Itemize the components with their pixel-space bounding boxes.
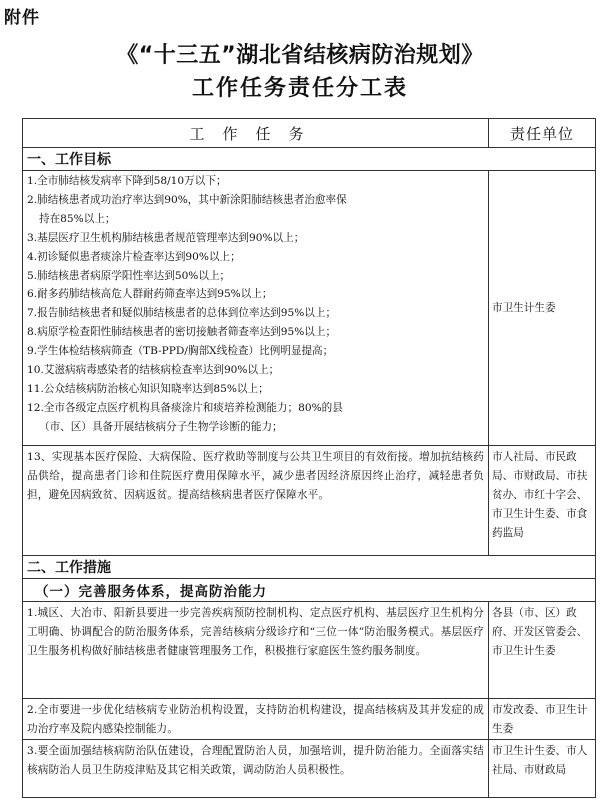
goal-item: 持在85%以上； — [39, 212, 116, 225]
table-row — [23, 699, 596, 740]
goals-list — [23, 171, 489, 446]
document-title: 《“十三五”湖北省结核病防治规划》 — [116, 43, 484, 68]
table-row — [23, 739, 596, 797]
goal-item: 12.全市各级定点医疗机构具备痰涂片和痰培养检测能力；80%的县 — [27, 401, 343, 414]
table-row — [23, 602, 596, 699]
table-row — [23, 171, 596, 446]
responsible-unit: 市人社局、市民政局、市财政局、市扶贫办、市红十字会、市卫生计生委、市食药监局 — [489, 446, 596, 556]
goal-item: 2.肺结核患者成功治疗率达到90%，其中新涂阳肺结核患者治愈率保 — [27, 193, 347, 206]
table-header-row — [23, 119, 596, 148]
goal-item-13: 13、实现基本医疗保险、大病保险、医疗救助等制度与公共卫生项目的有效衔接。增加抗结核药品供给，提高患者门诊和住院医疗费用保障水平，减少患者因经济原因终止治疗，减轻患者负担，避免因病致贫、因病返贫。提高结核病患者医疗保障水平。 — [23, 446, 489, 556]
goal-item: 5.肺结核患者病原学阳性率达到50%以上； — [27, 269, 231, 282]
responsible-unit: 市卫生计生委、市人社局、市财政局 — [489, 739, 596, 797]
goal-item: （市、区）具备开展结核病分子生物学诊断的能力； — [39, 420, 283, 433]
attachment-label: 附件 — [4, 8, 40, 28]
measure-item: 1.城区、大冶市、阳新县要进一步完善疾病预防控制机构、定点医疗机构、基层医疗卫生机构分工明确、协调配合的防治服务体系，完善结核病分级诊疗和“三位一体”防治服务模式。基层医疗卫生服务机构做好肺结核患者健康管理服务工作，积极推行家庭医生签约服务制度。 — [23, 602, 489, 699]
goal-item: 1.全市肺结核发病率下降到58/10万以下； — [27, 175, 227, 187]
goal-item: 4.初诊疑似患者痰涂片检查率达到90%以上； — [27, 250, 241, 263]
goal-item: 8.病原学检查阳性肺结核患者的密切接触者筛查率达到95%以上； — [27, 326, 337, 339]
goal-item: 10.艾滋病病毒感染者的结核病检查率达到90%以上； — [27, 364, 280, 377]
goal-item: 6.耐多药肺结核高危人群耐药筛查率达到95%以上； — [27, 288, 273, 301]
goal-item: 3.基层医疗卫生机构肺结核患者规范管理率达到90%以上； — [27, 231, 305, 244]
header-responsible-unit: 责任单位 — [489, 119, 596, 148]
goal-item: 11.公众结核病防治核心知识知晓率达到85%以上； — [27, 382, 269, 395]
responsible-unit: 市卫生计生委 — [489, 171, 596, 446]
subsection-title: （一）完善服务体系，提高防治能力 — [23, 579, 596, 602]
responsibility-table — [22, 118, 596, 798]
section-row — [23, 556, 596, 579]
section-row — [23, 148, 596, 171]
section-title-goals: 一、工作目标 — [23, 148, 596, 171]
document-subtitle: 工作任务责任分工表 — [191, 76, 408, 101]
responsible-unit: 各县（市、区）政府、开发区管委会、市卫生计生委 — [489, 602, 596, 699]
table-row — [23, 446, 596, 556]
section-title-measures: 二、工作措施 — [23, 556, 596, 579]
goal-item: 9.学生体检结核病筛查（TB-PPD/胸部X线检查）比例明显提高； — [27, 345, 334, 358]
measure-item: 3.要全面加强结核病防治队伍建设，合理配置防治人员，加强培训，提升防治能力。全面落实结核病防治人员卫生防疫津贴及其它相关政策，调动防治人员积极性。 — [23, 739, 489, 797]
subsection-row — [23, 579, 596, 602]
goal-item: 7.报告肺结核患者和疑似肺结核患者的总体到位率达到95%以上； — [27, 307, 337, 320]
responsible-unit: 市发改委、市卫生计生委 — [489, 699, 596, 740]
measure-item: 2.全市要进一步优化结核病专业防治机构设置，支持防治机构建设，提高结核病及其并发症的成功治疗率及院内感染控制能力。 — [23, 699, 489, 740]
header-task: 工作任务 — [23, 119, 489, 148]
